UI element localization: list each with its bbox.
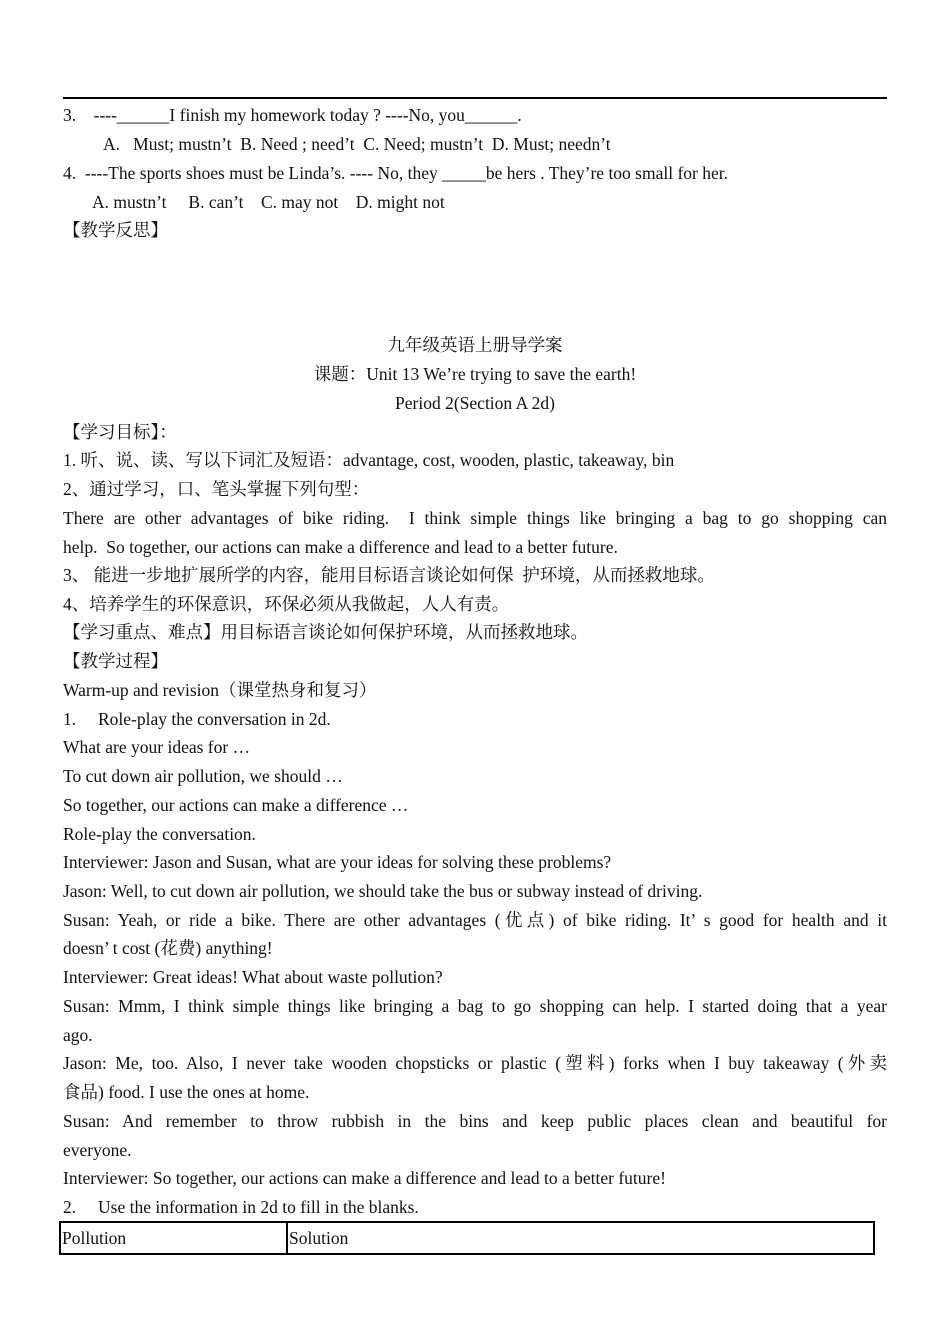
goal-4: 4、培养学生的环保意识，环保必须从我做起，人人有责。 — [63, 594, 510, 614]
key-points: 【学习重点、难点】用目标语言谈论如何保护环境，从而拯救地球。 — [63, 622, 588, 642]
dialogue-line: Jason: Well, to cut down air pollution, we should take the bus or subway instead of driving. — [63, 881, 703, 901]
table-header-cell: Pollution — [60, 1222, 287, 1254]
dialogue-line: Susan: Mmm, I think simple things like bringing a bag to go shopping can help. I started doing that a year — [63, 996, 887, 1016]
dialogue-line: doesn’ t cost (花费) anything! — [63, 938, 273, 958]
page-title: 九年级英语上册导学案 — [387, 335, 563, 355]
step-2-title: 2. Use the information in 2d to fill in the blanks. — [63, 1197, 419, 1217]
goal-2-sentences-line2: help. So together, our actions can make a difference and lead to a better future. — [63, 537, 618, 557]
process-heading: 【教学过程】 — [63, 651, 168, 671]
dialogue-line: Jason: Me, too. Also, I never take wooden chopsticks or plastic (塑料) forks when I buy takeaway (外卖 — [63, 1053, 887, 1073]
dialogue-line: ago. — [63, 1025, 93, 1045]
goal-3: 3、 能进一步地扩展所学的内容，能用目标语言谈论如何保 护环境，从而拯救地球。 — [63, 565, 715, 585]
lesson-title: 课题：Unit 13 We’re trying to save the earth! — [313, 364, 637, 384]
goal-2: 2、通过学习，口、笔头掌握下列句型： — [63, 479, 370, 499]
question-4-options: A. mustn’t B. can’t C. may not D. might not — [92, 192, 445, 212]
question-3: 3. ----______I finish my homework today ? ----No, you______. — [63, 105, 522, 125]
table-header-cell: Solution — [287, 1222, 874, 1254]
top-rule — [63, 97, 887, 99]
table-header-row — [60, 1222, 874, 1254]
dialogue-line: Interviewer: So together, our actions can make a difference and lead to a better future! — [63, 1168, 666, 1188]
goals-heading: 【学习目标】： — [63, 422, 177, 442]
question-3-options: A. Must; mustn’t B. Need ; need’t C. Need; mustn’t D. Must; needn’t — [103, 134, 611, 154]
prompt-line: So together, our actions can make a difference … — [63, 795, 409, 815]
dialogue-line: Susan: And remember to throw rubbish in the bins and keep public places clean and beautiful for — [63, 1111, 887, 1131]
reflection-heading: 【教学反思】 — [63, 220, 168, 240]
prompt-line: Role-play the conversation. — [63, 824, 256, 844]
dialogue-line: Susan: Yeah, or ride a bike. There are other advantages (优点) of bike riding. It’ s good for health and it — [63, 910, 887, 930]
step-1-title: 1. Role-play the conversation in 2d. — [63, 709, 331, 729]
dialogue-line: Interviewer: Great ideas! What about waste pollution? — [63, 967, 443, 987]
prompt-line: What are your ideas for … — [63, 737, 251, 757]
question-4: 4. ----The sports shoes must be Linda’s. ---- No, they _____be hers . They’re too small for her. — [63, 163, 729, 183]
dialogue-line: 食品) food. I use the ones at home. — [63, 1082, 310, 1102]
warmup-heading: Warm-up and revision（课堂热身和复习） — [63, 680, 377, 700]
pollution-solution-table — [59, 1221, 875, 1255]
goal-2-sentences-line1: There are other advantages of bike riding. I think simple things like bringing a bag to go shopping can — [63, 508, 887, 528]
period-title: Period 2(Section A 2d) — [395, 393, 555, 413]
prompt-line: To cut down air pollution, we should … — [63, 766, 343, 786]
dialogue-line: Interviewer: Jason and Susan, what are your ideas for solving these problems? — [63, 852, 612, 872]
goal-1: 1. 听、说、读、写以下词汇及短语：advantage, cost, wooden, plastic, takeaway, bin — [63, 450, 675, 470]
dialogue-line: everyone. — [63, 1140, 132, 1160]
